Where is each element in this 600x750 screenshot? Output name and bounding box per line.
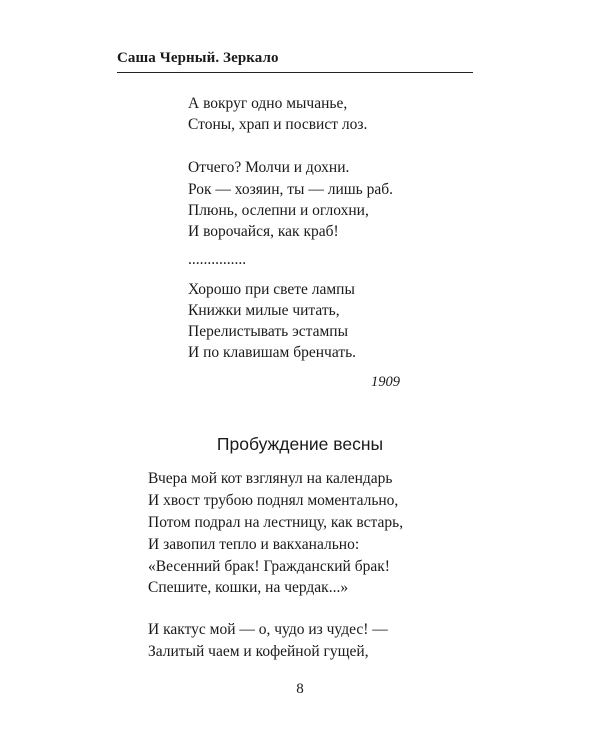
verse-line: Стоны, храп и посвист лоз. [188, 116, 368, 133]
running-header [117, 50, 473, 73]
verse-line: Рок — хозяин, ты — лишь раб. [188, 181, 394, 198]
verse-line: Отчего? Молчи и дохни. [188, 159, 350, 176]
verse-line: Хорошо при свете лампы [188, 281, 355, 298]
poem-date: 1909 [371, 374, 400, 390]
verse-line: И хвост трубою поднял моментально, [148, 492, 399, 509]
verse-line: И завопил тепло и вакханально: [148, 536, 360, 553]
verse-line: А вокруг одно мычанье, [188, 95, 348, 112]
verse-line: Залитый чаем и кофейной гущей, [148, 643, 369, 660]
verse-line: Книжки милые читать, [188, 302, 340, 319]
page-number: 8 [296, 681, 304, 697]
verse-line: И кактус мой — о, чудо из чудес! — [148, 621, 388, 638]
section-separator: ............... [188, 251, 247, 268]
verse-line: Перелистывать эстампы [188, 323, 349, 340]
verse-line: И по клавишам бренчать. [188, 344, 357, 361]
verse-line: Вчера мой кот взглянул на календарь [148, 470, 393, 487]
verse-line: «Весенний брак! Гражданский брак! [148, 558, 390, 575]
poem-title: Пробуждение весны [216, 434, 384, 454]
running-header-title: Саша Черный. Зеркало [117, 50, 279, 66]
verse-line: Плюнь, ослепни и оглохни, [188, 202, 369, 219]
verse-line: Потом подрал на лестницу, как встарь, [148, 514, 404, 531]
verse-line: И ворочайся, как краб! [188, 223, 339, 240]
verse-line: Спешите, кошки, на чердак...» [148, 579, 349, 596]
